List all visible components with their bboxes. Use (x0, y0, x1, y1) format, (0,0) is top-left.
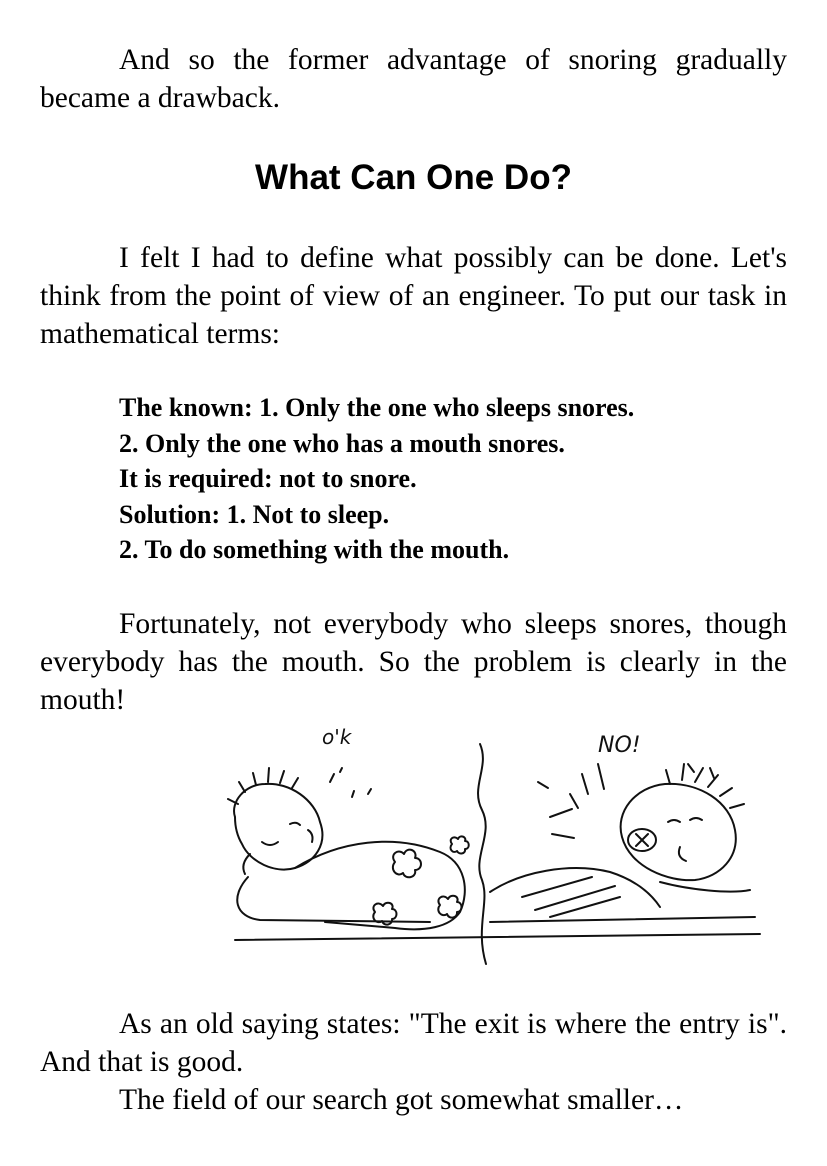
math-line-known-2: 2. Only the one who has a mouth snores. (119, 428, 565, 458)
math-line-solution-1: Solution: 1. Not to sleep. (119, 499, 390, 529)
paragraph-define-task: I felt I had to define what possibly can be done. Let's think from the point of view of an engineer. To put our task in mathematical terms: (40, 242, 787, 350)
snoring-cartoon-illustration (190, 722, 770, 972)
paragraph-search-smaller: The field of our search got somewhat smaller… (119, 1084, 684, 1116)
divider-squiggle (478, 744, 486, 964)
paragraph-drawback: And so the former advantage of snoring gradually became a drawback. (40, 44, 787, 114)
math-line-known-1: The known: 1. Only the one who sleeps snores. (119, 393, 635, 422)
paragraph-problem-mouth: Fortunately, not everybody who sleeps snores, though everybody has the mouth. So the problem is clearly in the mouth! (40, 608, 787, 716)
math-line-required: It is required: not to snore. (119, 464, 417, 493)
math-line-solution-2: 2. To do something with the mouth. (119, 535, 510, 564)
calm-sleeper-figure (228, 768, 469, 929)
math-statement-block (119, 390, 787, 568)
paragraph-old-saying: As an old saying states: "The exit is where the entry is". And that is good. (40, 1008, 787, 1078)
snoring-sleeper-figure (490, 764, 755, 922)
caption-no: NO! (598, 733, 641, 758)
bed-line (235, 934, 760, 940)
caption-ok: o'k (322, 725, 352, 749)
section-title: What Can One Do? (255, 158, 572, 197)
